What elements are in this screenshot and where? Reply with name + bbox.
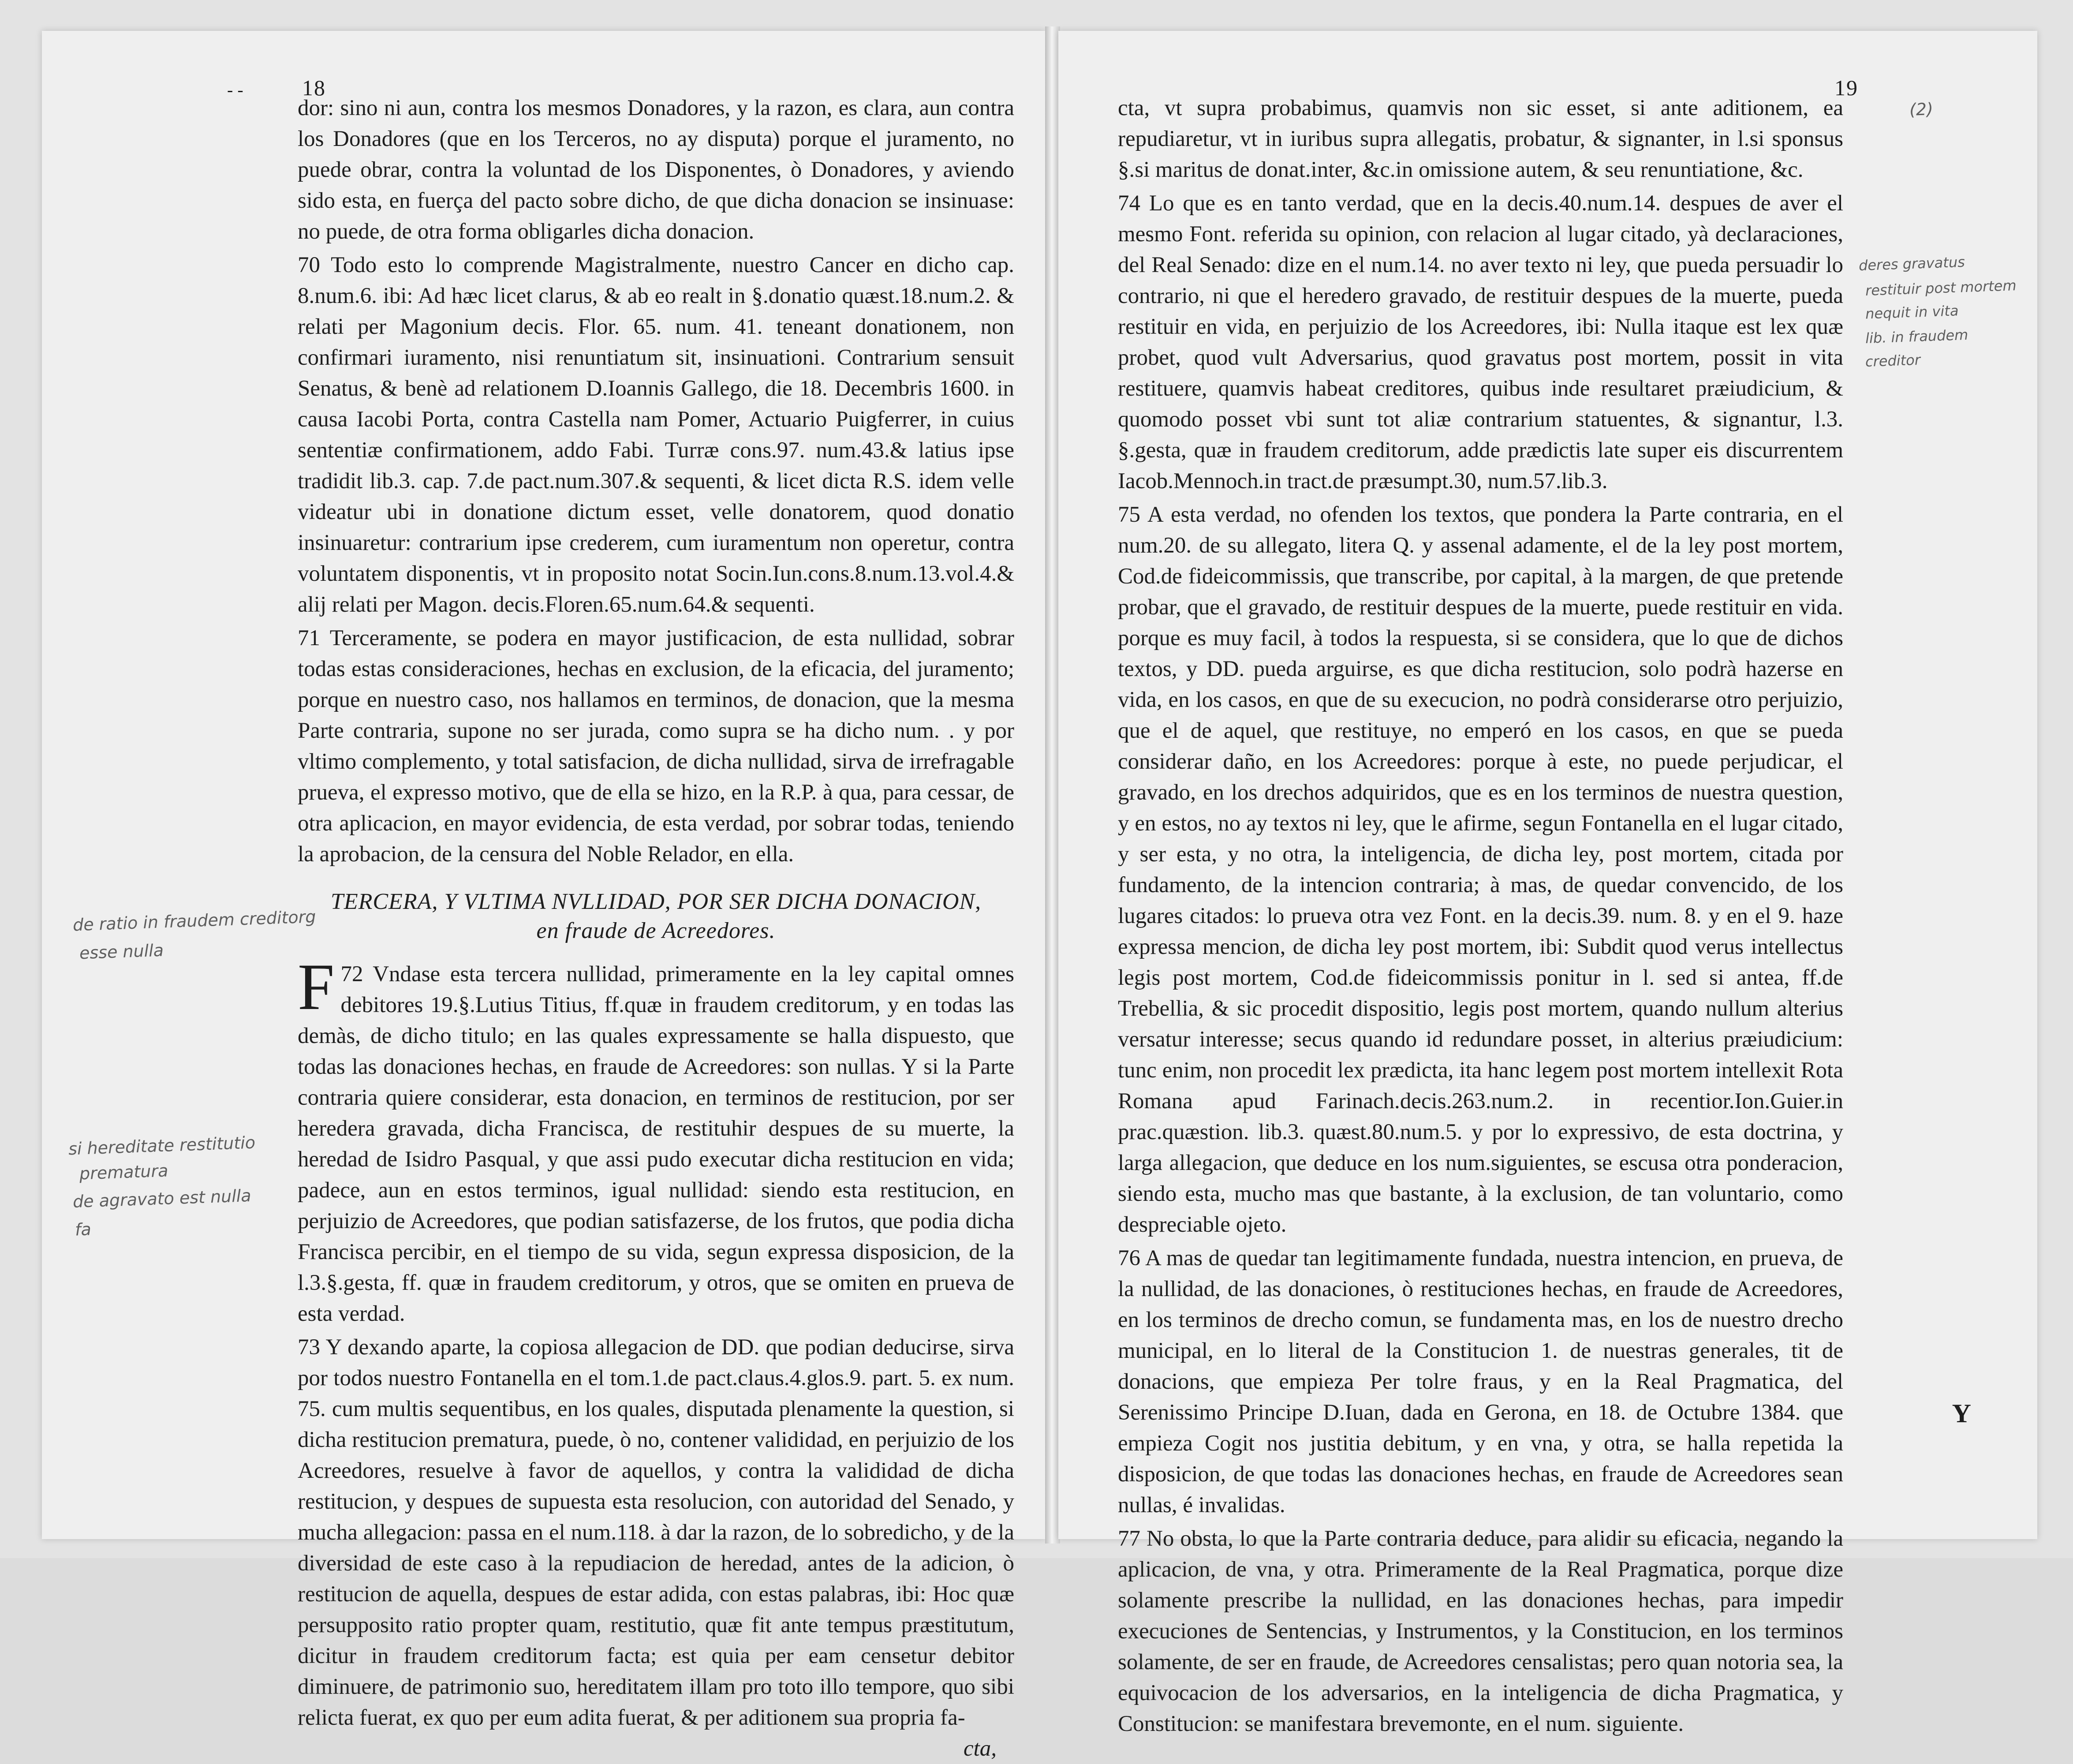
paragraph <box>298 950 1014 1329</box>
section-heading-subline: en fraude de Acreedores. <box>536 918 776 943</box>
margin-note: de agravato est nulla <box>72 1185 252 1212</box>
paragraph: 77 No obsta, lo que la Parte contraria deduce, para alidir su eficacia, negando la aplicacion, de vna, y otra. Primeramente de la Real Pragmatica, porque dize solamente prescribe la nullidad, en las donaciones hechas, para impedir execuciones de Sentencias, y Instrumentos, y la Constitucion, en los terminos solamente, de ser en fraude, de Acreedores censalistas; pero quan notoria sea, la equivocacion de los adversarios, en la inteligencia de dicha Pragmatica, y Constitucion: se manifestara brevemonte, en el num. siguiente. <box>1118 1526 1843 1736</box>
catchword: cta, <box>963 1736 997 1761</box>
margin-note: nequit in vita <box>1865 302 1959 322</box>
paragraph: 71 Terceramente, se podera en mayor justificacion, de esta nullidad, sobrar todas estas consideraciones, hechas en exclusion, de la eficacia, del juramento; porque en nuestro caso, nos hallamos en terminos, de donacion, que la mesma Parte contraria, supone no ser jurada, como supra se ha dicho num. . y por vltimo complemento, y total satisfacion, de dicha nullidad, sirva de irrefragable prueva, el expresso motivo, que de ella se hizo, en la R.P. à qua, para cessar, de otra aplicacion, en mayor evidencia, de esta verdad, por sobrar todas, teniendo la aprobacion, de la censura del Noble Relador, en ella. <box>298 626 1014 867</box>
signature-mark: Y <box>1952 1399 1971 1428</box>
margin-note: deres gravatus <box>1858 253 1965 274</box>
margin-note: si hereditate restitutio <box>68 1132 256 1159</box>
right-page <box>1058 31 2037 1736</box>
margin-note: fa <box>75 1219 92 1240</box>
margin-note: (2) <box>1909 99 1934 120</box>
page-mark: - - <box>227 80 243 100</box>
paragraph: 76 A mas de quedar tan legitimamente fundada, nuestra intencion, en prueva, de la nullidad, de las donaciones, ò restituciones hechas, en fraude de Acreedores, en los terminos de drecho comun, se fundamenta mas, en los de nuestro drecho municipal, en lo literal de la Constitucion 1. de nuestras generales, tit de donacions, que empieza Per tolre fraus, y en la Real Pragmatica, del Serenissimo Principe D.Iuan, dada en Gerona, en 18. de Octubre 1384. que empieza Cogit nos justitia debitum, y en vna, y otra, se halla repetida la disposicion, de que todas las donaciones hechas, en fraude de Acreedores sean nullas, é invalidas. <box>1118 1246 1843 1517</box>
paragraph: 70 Todo esto lo comprende Magistralmente, nuestro Cancer en dicho cap. 8.num.6. ibi: Ad hæc licet clarus, & ab eo realt in §.donatio quæst.18.num.2. & relati per Magonium decis. Flor. 65. num. 41. teneant donationem, non confirmari iuramento, nisi renuntiatum sit, insinuationi. Contrarium sensuit Senatus, & benè ad relationem D.Ioannis Gallego, die 18. Decembris 1600. in causa Iacobi Porta, contra Castella nam Pomer, Actuario Puigferrer, in cuius sententiæ confirmationem, addo Fabi. Turræ cons.97. num.43.& latius ipse tradidit lib.3. cap. 7.de pact.num.307.& sequenti, & licet dicta R.S. idem velle videatur ubi in donatione dictum esset, velle donatorem, quod donatio insinuaretur: contrarium ipse crederem, cum iuramentum non operetur, contra voluntatem disponentis, vt in proposito notat Socin.Iun.cons.8.num.13.vol.4.& alij relati per Magon. decis.Floren.65.num.64.& sequenti. <box>298 253 1014 617</box>
paragraph: cta, vt supra probabimus, quamvis non sic esset, si ante aditionem, ea repudiaretur, vt in iuribus supra allegatis, probatur, & signanter, in l.si sponsus §.si maritus de donat.inter, &c.in omissione autem, & seu renuntiatione, &c. <box>1118 96 1843 182</box>
margin-note: restituir post mortem <box>1865 277 2017 299</box>
page-number: 18 <box>302 75 326 100</box>
section-heading-line: TERCERA, Y VLTIMA NVLLIDAD, POR SER DICHA DONACION, <box>330 889 982 914</box>
section-heading <box>298 887 1014 946</box>
left-page <box>42 31 1045 1761</box>
paragraph: 75 A esta verdad, no ofenden los textos, que pondera la Parte contraria, en el num.20. de su allegato, litera Q. y assenal adamente, el de la ley post mortem, Cod.de fideicommissis, que transcribe, por capital, à la margen, de que pretende probar, que el gravado, de restituir despues de la muerte, puede restituir en vida. porque es muy facil, à todos la respuesta, si se considera, que lo que de dichos textos, y DD. pueda arguirse, es que dicha restitucion, solo podrà hazerse en vida, en los casos, en que de su execucion, no podrà considerarse otro perjuizio, que el de aquel, que restituye, no emperó en los casos, en que se pueda considerar daño, en los Acreedores: porque à este, no puede perjudicar, el gravado, en los drechos adquiridos, que es en los terminos de nuestra question, y en estos, no ay textos ni ley, que le afirme, segun Fontanella en el lugar citado, y ser esta, y no otra, la inteligencia, de dicha ley, post mortem, citada por fundamento, de la intencion contraria; à mas, de quedar convencido, de los lugares citados: lo prueva otra vez Font. en la decis.39. num. 8. y en el 9. haze expressa mencion, de dicha ley post mortem, ibi: Subdit quod verus intellectus legis post mortem, Cod.de fideicommissis ponitur in l. sed si antea, ff.de Trebellia, & sic procedit dispositio, legis post mortem, quando nullum alterius versatur interesse; secus quando id redundare posset, in alterius præiudicium: tunc enim, non procedit lex prædicta, ita hanc legem post mortem intellexit Rota Romana apud Farinach.decis.263.num.2. in recentior.Ion.Guier.in prac.quæstion. lib.3. quæst.80.num.5. y por lo expressivo, de esta doctrina, y larga allegacion, que deduce en los num.siguientes, se escusa otra ponderacion, siendo esta, mucho mas que bastante, à la exclusion, de tan voluntario, como despreciable ojeto. <box>1118 502 1843 1237</box>
margin-note: prematura <box>79 1161 169 1184</box>
paragraph: dor: sino ni aun, contra los mesmos Donadores, y la razon, es clara, aun contra los Donadores (que en los Terceros, no ay disputa) porque el juramento, no puede obrar, contra la voluntad de los Disponentes, ò Donadores, y aviendo sido esta, en fuerça del pacto sobre dicho, de que dicha donacion se insinuase: no puede, de otra forma obligarles dicha donacion. <box>298 96 1014 244</box>
paragraph: 73 Y dexando aparte, la copiosa allegacion de DD. que podian deducirse, sirva por todos nuestro Fontanella en el tom.1.de pact.claus.4.glos.9. part. 5. ex num. 75. cum multis sequentibus, en los quales, disputada plenamente la question, si dicha restitucion prematura, puede, ò no, contener valididad, en perjuizio de los Acreedores, resuelve à favor de aquellos, y contra la valididad de dicha restitucion, y despues de supuesta esta resolucion, con autoridad del Senado, y mucha allegacion: passa en el num.118. à dar la razon, de lo sobredicho, y de la diversidad de este caso à la repudiacion de heredad, antes de la adicion, ò restitucion de aquella, despues de estar adida, con estas palabras, ibi: Hoc quæ persupposito ratio propter quam, restitutio, quæ fit ante tempus præstitutum, dicitur in fraudem creditorum facta; est quia per eam censetur debitor diminuere, de patrimonio suo, hereditatem illam pro toto illo tempore, quo sibi relicta fuerat, ex quo per eum adita fuerat, & per aditionem sua propria fa- <box>298 1335 1014 1730</box>
margin-note: de ratio in fraudem creditorg <box>72 907 317 935</box>
margin-note: creditor <box>1865 351 1921 370</box>
page-number: 19 <box>1834 75 1858 100</box>
paragraph: 74 Lo que es en tanto verdad, que en la decis.40.num.14. despues de aver el mesmo Font. referida su opinion, con relacion al lugar citado, yà declaraciones, del Real Senado: dize en el num.14. no aver texto ni ley, que pueda persuadir lo contrario, ni que el heredero gravado, de restituir despues de la muerte, pueda restituir en vida, en perjuizio de los Acreedores, ibi: Nulla itaque est lex quæ probet, quod vult Adversarius, quod gravatus post mortem, possit in vita restituere, quamvis habeat creditores, quibus inde resultaret præiudicium, & quomodo posset vbi sunt tot aliæ contrarium statuentes, & signantur, l.3. §.gesta, quæ in fraudem creditorum, adde prædictis late super eis discurrentem Iacob.Mennoch.in tract.de præsumpt.30, num.57.lib.3. <box>1118 191 1843 493</box>
right-page-text <box>1118 93 1843 1739</box>
margin-note: lib. in fraudem <box>1865 326 1968 347</box>
drop-cap: F <box>298 950 335 1024</box>
paragraph-text: 72 Vndase esta tercera nullidad, primeramente en la ley capital omnes debitores 19.§.Lutius Titius, ff.quæ in fraudem creditorum, y en todas las demàs, de dicho titulo; en las quales expressamente se halla dispuesto, que todas las donaciones hechas, en fraude de Acreedores: son nullas. Y si la Parte contraria quiere considerar, esta donacion, en terminos de restitucion, por ser heredera gravada, dicha Francisca, de restituhir despues de su muerte, la heredad de Isidro Pasqual, y que assi pudo executar dicha restitucion en vida; padece, aun en estos terminos, igual nullidad: siendo esta restitucion, en perjuizio de Acreedores, que podian satisfazerse, de los frutos, que podia dicha Francisca percibir, en el tiempo de su vida, segun expressa disposicion, de la l.3.§.gesta, ff. quæ in fraudem creditorum, y otros, que se omiten en prueva de esta verdad. <box>298 962 1014 1326</box>
book-gutter <box>1045 26 1060 1544</box>
left-page-text <box>298 93 1014 1764</box>
margin-note: esse nulla <box>79 940 164 963</box>
